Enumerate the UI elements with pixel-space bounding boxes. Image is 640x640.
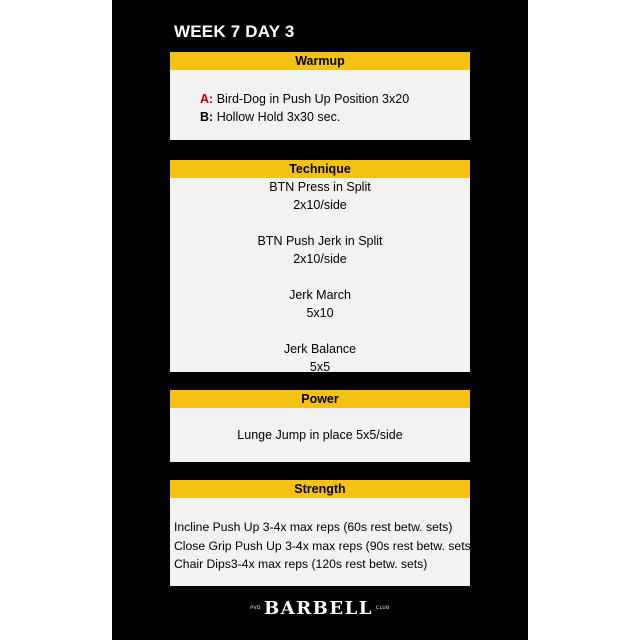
- warmup-item-text: Hollow Hold 3x30 sec.: [216, 110, 341, 124]
- strength-header: Strength: [170, 480, 470, 498]
- technique-item-name: Jerk March: [289, 288, 351, 302]
- technique-card: [170, 160, 470, 372]
- technique-item: [170, 340, 470, 376]
- warmup-header: Warmup: [170, 52, 470, 70]
- brand-logo: [112, 598, 528, 619]
- strength-item: Incline Push Up 3-4x max reps (60s rest betw. sets): [174, 520, 453, 534]
- technique-header: Technique: [170, 160, 470, 178]
- warmup-item-letter: B:: [200, 110, 214, 124]
- warmup-card: [170, 52, 470, 140]
- technique-body: [170, 178, 470, 376]
- technique-item: [170, 286, 470, 322]
- technique-item: [170, 232, 470, 268]
- brand-suffix: CLUB: [375, 606, 390, 611]
- warmup-item: [200, 108, 470, 126]
- technique-item-scheme: 5x10: [306, 306, 334, 320]
- strength-body: [170, 498, 475, 574]
- technique-item-scheme: 2x10/side: [293, 252, 347, 266]
- strength-item: Close Grip Push Up 3-4x max reps (90s rest betw. sets): [174, 538, 475, 553]
- power-header: Power: [170, 390, 470, 408]
- brand-prefix: PVD: [250, 606, 262, 611]
- page-title: WEEK 7 DAY 3: [174, 22, 295, 41]
- technique-item: [170, 178, 470, 214]
- technique-item-name: Jerk Balance: [283, 342, 357, 356]
- technique-item-name: BTN Press in Split: [269, 180, 371, 194]
- warmup-item: [200, 90, 470, 108]
- brand-name: BARBELL: [264, 598, 373, 619]
- technique-item-scheme: 2x10/side: [293, 198, 347, 212]
- power-card: [170, 390, 470, 462]
- power-body: [170, 408, 470, 444]
- technique-item-name: BTN Push Jerk in Split: [257, 234, 383, 248]
- warmup-body: [170, 70, 470, 126]
- program-panel: [112, 0, 528, 640]
- strength-item: Chair Dips3-4x max reps (120s rest betw. sets): [174, 557, 428, 571]
- warmup-item-text: Bird-Dog in Push Up Position 3x20: [216, 92, 410, 106]
- power-item: Lunge Jump in place 5x5/side: [237, 428, 403, 442]
- technique-item-scheme: 5x5: [309, 360, 331, 374]
- warmup-item-letter: A:: [200, 92, 214, 106]
- strength-card: [170, 480, 475, 586]
